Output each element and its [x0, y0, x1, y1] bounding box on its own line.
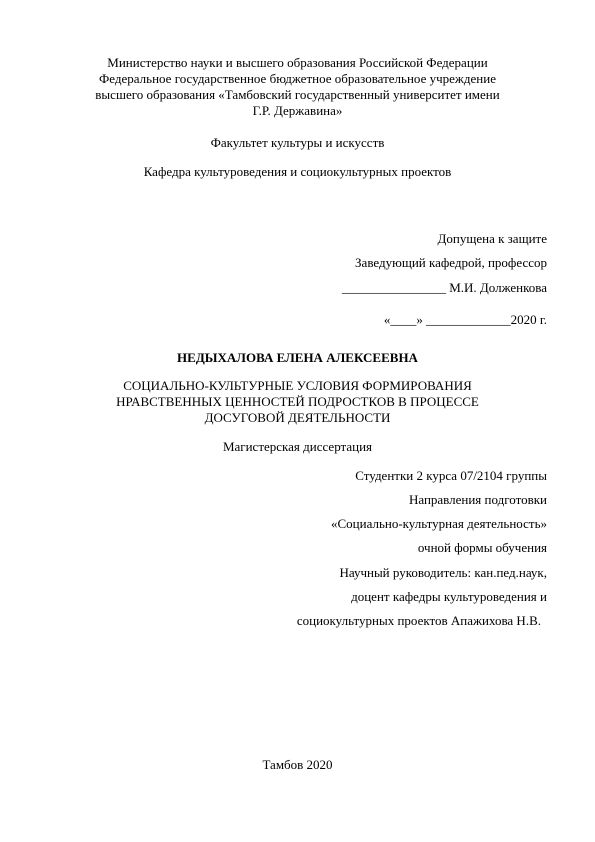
thesis-title-line-3: ДОСУГОВОЙ ДЕЯТЕЛЬНОСТИ [204, 410, 391, 425]
author-name: НЕДЫХАЛОВА ЕЛЕНА АЛЕКСЕЕВНА [177, 350, 418, 365]
institution-line-3: Г.Р. Державина» [252, 103, 343, 118]
institution-line-2: высшего образования «Тамбовский государственный университет имени [95, 87, 500, 102]
admitted-line: Допущена к защите [437, 231, 547, 246]
department-line: Кафедра культуроведения и социокультурных проектов [143, 164, 452, 179]
supervisor-position-line-2: социокультурных проектов Апажихова Н.В. [296, 613, 541, 628]
institution-line-1: Федеральное государственное бюджетное образовательное учреждение [99, 71, 496, 86]
direction-line: Направления подготовки [408, 492, 547, 507]
work-type: Магистерская диссертация [222, 439, 373, 454]
ministry-line: Министерство науки и высшего образования Российской Федерации [107, 55, 488, 70]
study-form-line: очной формы обучения [417, 540, 547, 555]
supervisor-line: Научный руководитель: кан.пед.наук, [339, 565, 547, 580]
thesis-title-line-1: СОЦИАЛЬНО-КУЛЬТУРНЫЕ УСЛОВИЯ ФОРМИРОВАНИЯ [123, 378, 472, 393]
date-line: «____» _____________2020 г. [383, 312, 547, 327]
program-line: «Социально-культурная деятельность» [330, 516, 547, 531]
head-title-line: Заведующий кафедрой, профессор [355, 255, 547, 270]
faculty-line: Факультет культуры и искусств [210, 135, 385, 150]
student-line: Студентки 2 курса 07/2104 группы [355, 468, 547, 483]
city-year: Тамбов 2020 [262, 757, 333, 772]
thesis-title-line-2: НРАВСТВЕННЫХ ЦЕННОСТЕЙ ПОДРОСТКОВ В ПРОЦЕССЕ [116, 394, 479, 409]
supervisor-position-line: доцент кафедры культуроведения и [351, 589, 547, 604]
signature-line: ________________ М.И. Долженкова [341, 280, 547, 295]
